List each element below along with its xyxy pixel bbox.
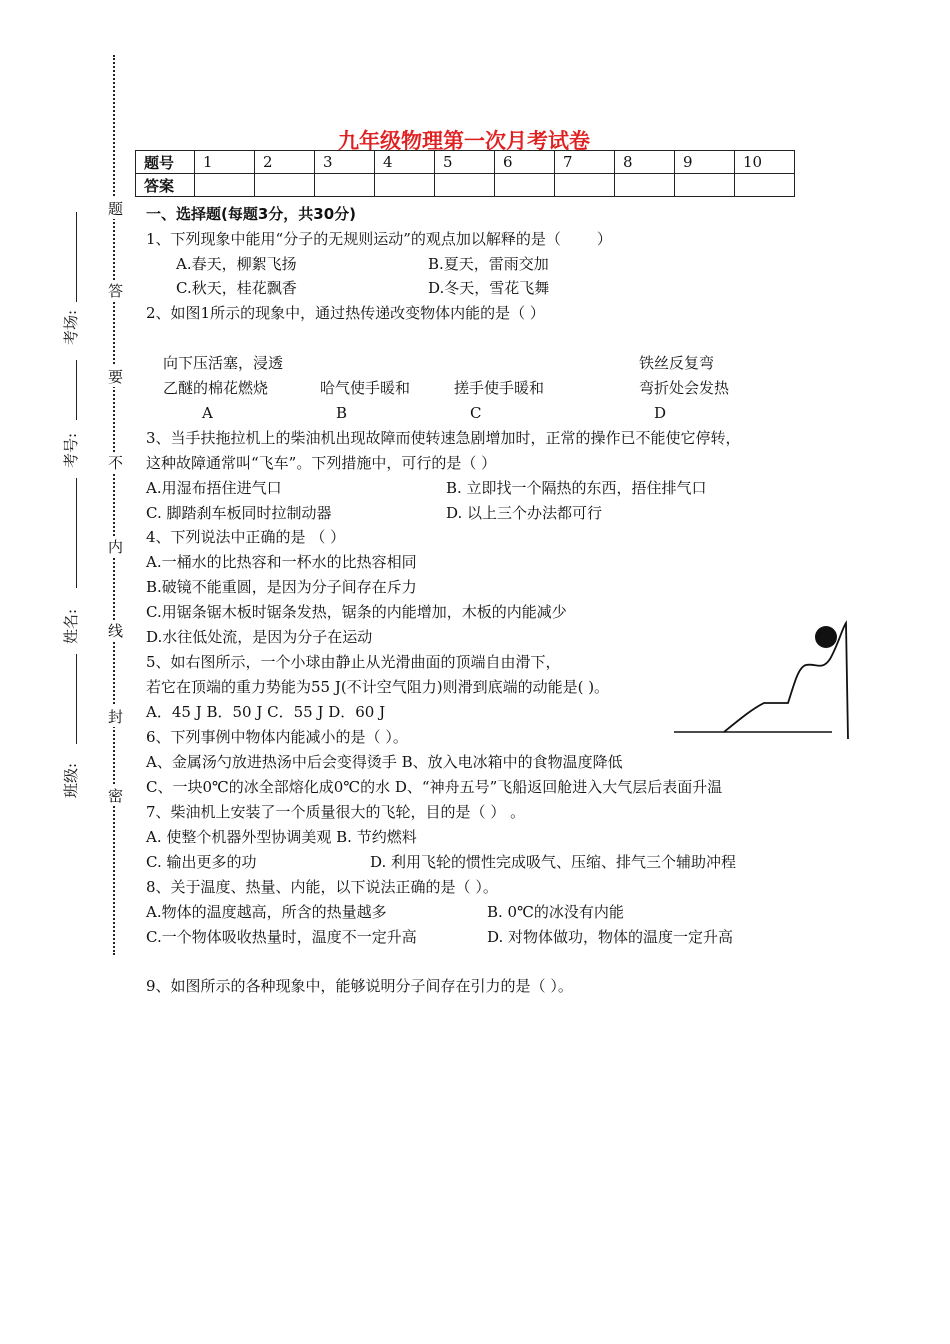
q1-option-d: D.冬天，雪花飞舞 bbox=[428, 279, 550, 297]
q2-caption-b: 哈气使手暖和 bbox=[320, 379, 411, 397]
q2-label-d: D bbox=[654, 404, 667, 422]
table-number-cell: 7 bbox=[555, 151, 615, 174]
q1-option-a: A.春天，柳絮飞扬 bbox=[176, 255, 297, 273]
table-number-cell: 2 bbox=[255, 151, 315, 174]
answer-cell[interactable] bbox=[315, 174, 375, 197]
seal-char-1: 题 bbox=[108, 200, 124, 218]
field-line-3 bbox=[76, 478, 77, 588]
table-number-cell: 10 bbox=[735, 151, 795, 174]
q4-option-a: A.一桶水的比热容和一杯水的比热容相同 bbox=[146, 553, 417, 571]
q3-option-b: B. 立即找一个隔热的东西，捂住排气口 bbox=[446, 479, 707, 497]
q5-stem-line1: 5、如右图所示，一个小球由静止从光滑曲面的顶端自由滑下， bbox=[146, 653, 561, 671]
field-class: 班级: bbox=[62, 762, 80, 798]
seal-char-7: 封 bbox=[108, 708, 124, 726]
q8-option-c: C.一个物体吸收热量时，温度不一定升高 bbox=[146, 928, 417, 946]
q8-option-a: A.物体的温度越高，所含的热量越多 bbox=[146, 903, 387, 921]
answer-cell[interactable] bbox=[495, 174, 555, 197]
q2-caption-d-line2: 弯折处会发热 bbox=[639, 379, 730, 397]
q1-stem-text: 1、下列现象中能用“分子的无规则运动”的观点加以解释的是（ bbox=[146, 230, 561, 248]
section-heading: 一、选择题(每题3分，共30分) bbox=[146, 205, 357, 223]
answer-cell[interactable] bbox=[435, 174, 495, 197]
seal-char-6: 线 bbox=[108, 622, 124, 640]
answer-table bbox=[135, 150, 795, 197]
q6-stem: 6、下列事例中物体内能减小的是（ ）。 bbox=[146, 728, 408, 746]
q7-options-ab: A. 使整个机器外型协调美观 B. 节约燃料 bbox=[146, 828, 417, 846]
seal-char-2: 答 bbox=[108, 282, 124, 300]
q2-label-a: A bbox=[202, 404, 213, 422]
q6-options-cd: C、一块0℃的冰全部熔化成0℃的水 D、“神舟五号”飞船返回舱进入大气层后表面升温 bbox=[146, 778, 723, 796]
q2-caption-c: 搓手使手暖和 bbox=[454, 379, 545, 397]
q5-stem-line2: 若它在顶端的重力势能为55 J(不计空气阻力)则滑到底端的动能是( )。 bbox=[146, 678, 610, 696]
table-number-cell: 9 bbox=[675, 151, 735, 174]
binding-dotted-line bbox=[113, 55, 115, 955]
table-answer-label: 答案 bbox=[136, 174, 195, 197]
q1-stem-end: ） bbox=[596, 230, 612, 248]
table-number-cell: 3 bbox=[315, 151, 375, 174]
q4-option-c: C.用锯条锯木板时锯条发热，锯条的内能增加，木板的内能减少 bbox=[146, 603, 567, 621]
q3-option-a: A.用湿布捂住进气口 bbox=[146, 479, 282, 497]
q2-label-c: C bbox=[470, 404, 482, 422]
field-line-1 bbox=[76, 212, 77, 302]
table-number-cell: 1 bbox=[195, 151, 255, 174]
field-exam-room: 考场: bbox=[62, 309, 80, 345]
field-line-2 bbox=[76, 360, 77, 420]
q3-stem-line2: 这种故障通常叫“飞车”。下列措施中，可行的是（ ） bbox=[146, 454, 497, 472]
q7-option-d: D. 利用飞轮的惯性完成吸气、压缩、排气三个辅助冲程 bbox=[370, 853, 737, 871]
answer-cell[interactable] bbox=[555, 174, 615, 197]
table-number-cell: 6 bbox=[495, 151, 555, 174]
answer-cell[interactable] bbox=[375, 174, 435, 197]
q6-options-ab: A、金属汤勺放进热汤中后会变得烫手 B、放入电冰箱中的食物温度降低 bbox=[146, 753, 623, 771]
table-header-label: 题号 bbox=[136, 151, 195, 174]
seal-char-3: 要 bbox=[108, 368, 124, 386]
q4-option-d: D.水往低处流，是因为分子在运动 bbox=[146, 628, 373, 646]
q1-option-b: B.夏天，雷雨交加 bbox=[428, 255, 549, 273]
ball bbox=[815, 626, 837, 648]
q2-label-b: B bbox=[336, 404, 348, 422]
table-number-cell: 8 bbox=[615, 151, 675, 174]
seal-char-5: 内 bbox=[108, 538, 124, 556]
q3-stem-line1: 3、当手扶拖拉机上的柴油机出现故障而使转速急剧增加时，正常的操作已不能使它停转， bbox=[146, 429, 741, 447]
field-name: 姓名: bbox=[62, 608, 80, 644]
answer-cell[interactable] bbox=[615, 174, 675, 197]
seal-char-4: 不 bbox=[108, 454, 124, 472]
seal-char-8: 密 bbox=[108, 787, 124, 805]
answer-table-answer-row bbox=[136, 174, 795, 197]
q9-stem: 9、如图所示的各种现象中，能够说明分子间存在引力的是（ ）。 bbox=[146, 977, 573, 995]
q8-stem: 8、关于温度、热量、内能，以下说法正确的是（ ）。 bbox=[146, 878, 498, 896]
q7-stem: 7、柴油机上安装了一个质量很大的飞轮，目的是（ ） 。 bbox=[146, 803, 526, 821]
field-exam-number: 考号: bbox=[62, 432, 80, 468]
q7-option-c: C. 输出更多的功 bbox=[146, 853, 257, 871]
q8-option-b: B. 0℃的冰没有内能 bbox=[487, 903, 624, 921]
q8-option-d: D. 对物体做功，物体的温度一定升高 bbox=[487, 928, 734, 946]
answer-table-header-row bbox=[136, 151, 795, 174]
q4-stem: 4、下列说法中正确的是 （ ） bbox=[146, 528, 346, 546]
page-title: 九年级物理第一次月考试卷 bbox=[338, 129, 590, 153]
q1-option-c: C.秋天，桂花飘香 bbox=[176, 279, 297, 297]
q5-options: A．45 J B．50 J C．55 J D．60 J bbox=[146, 703, 386, 721]
field-line-4 bbox=[76, 654, 77, 744]
q4-option-b: B.破镜不能重圆，是因为分子间存在斥力 bbox=[146, 578, 417, 596]
table-number-cell: 4 bbox=[375, 151, 435, 174]
q2-caption-a-line1: 向下压活塞，浸透 bbox=[163, 354, 284, 372]
q2-caption-d-line1: 铁丝反复弯 bbox=[639, 354, 715, 372]
answer-cell[interactable] bbox=[255, 174, 315, 197]
q3-option-d: D. 以上三个办法都可行 bbox=[446, 504, 603, 522]
q2-stem: 2、如图1所示的现象中，通过热传递改变物体内能的是（ ） bbox=[146, 304, 545, 322]
answer-cell[interactable] bbox=[195, 174, 255, 197]
answer-cell[interactable] bbox=[675, 174, 735, 197]
q3-option-c: C. 脚踏刹车板同时拉制动器 bbox=[146, 504, 332, 522]
answer-cell[interactable] bbox=[735, 174, 795, 197]
q5-ramp-figure bbox=[670, 615, 860, 745]
q1-stem bbox=[146, 229, 612, 249]
table-number-cell: 5 bbox=[435, 151, 495, 174]
q2-caption-a-line2: 乙醚的棉花燃烧 bbox=[163, 379, 269, 397]
